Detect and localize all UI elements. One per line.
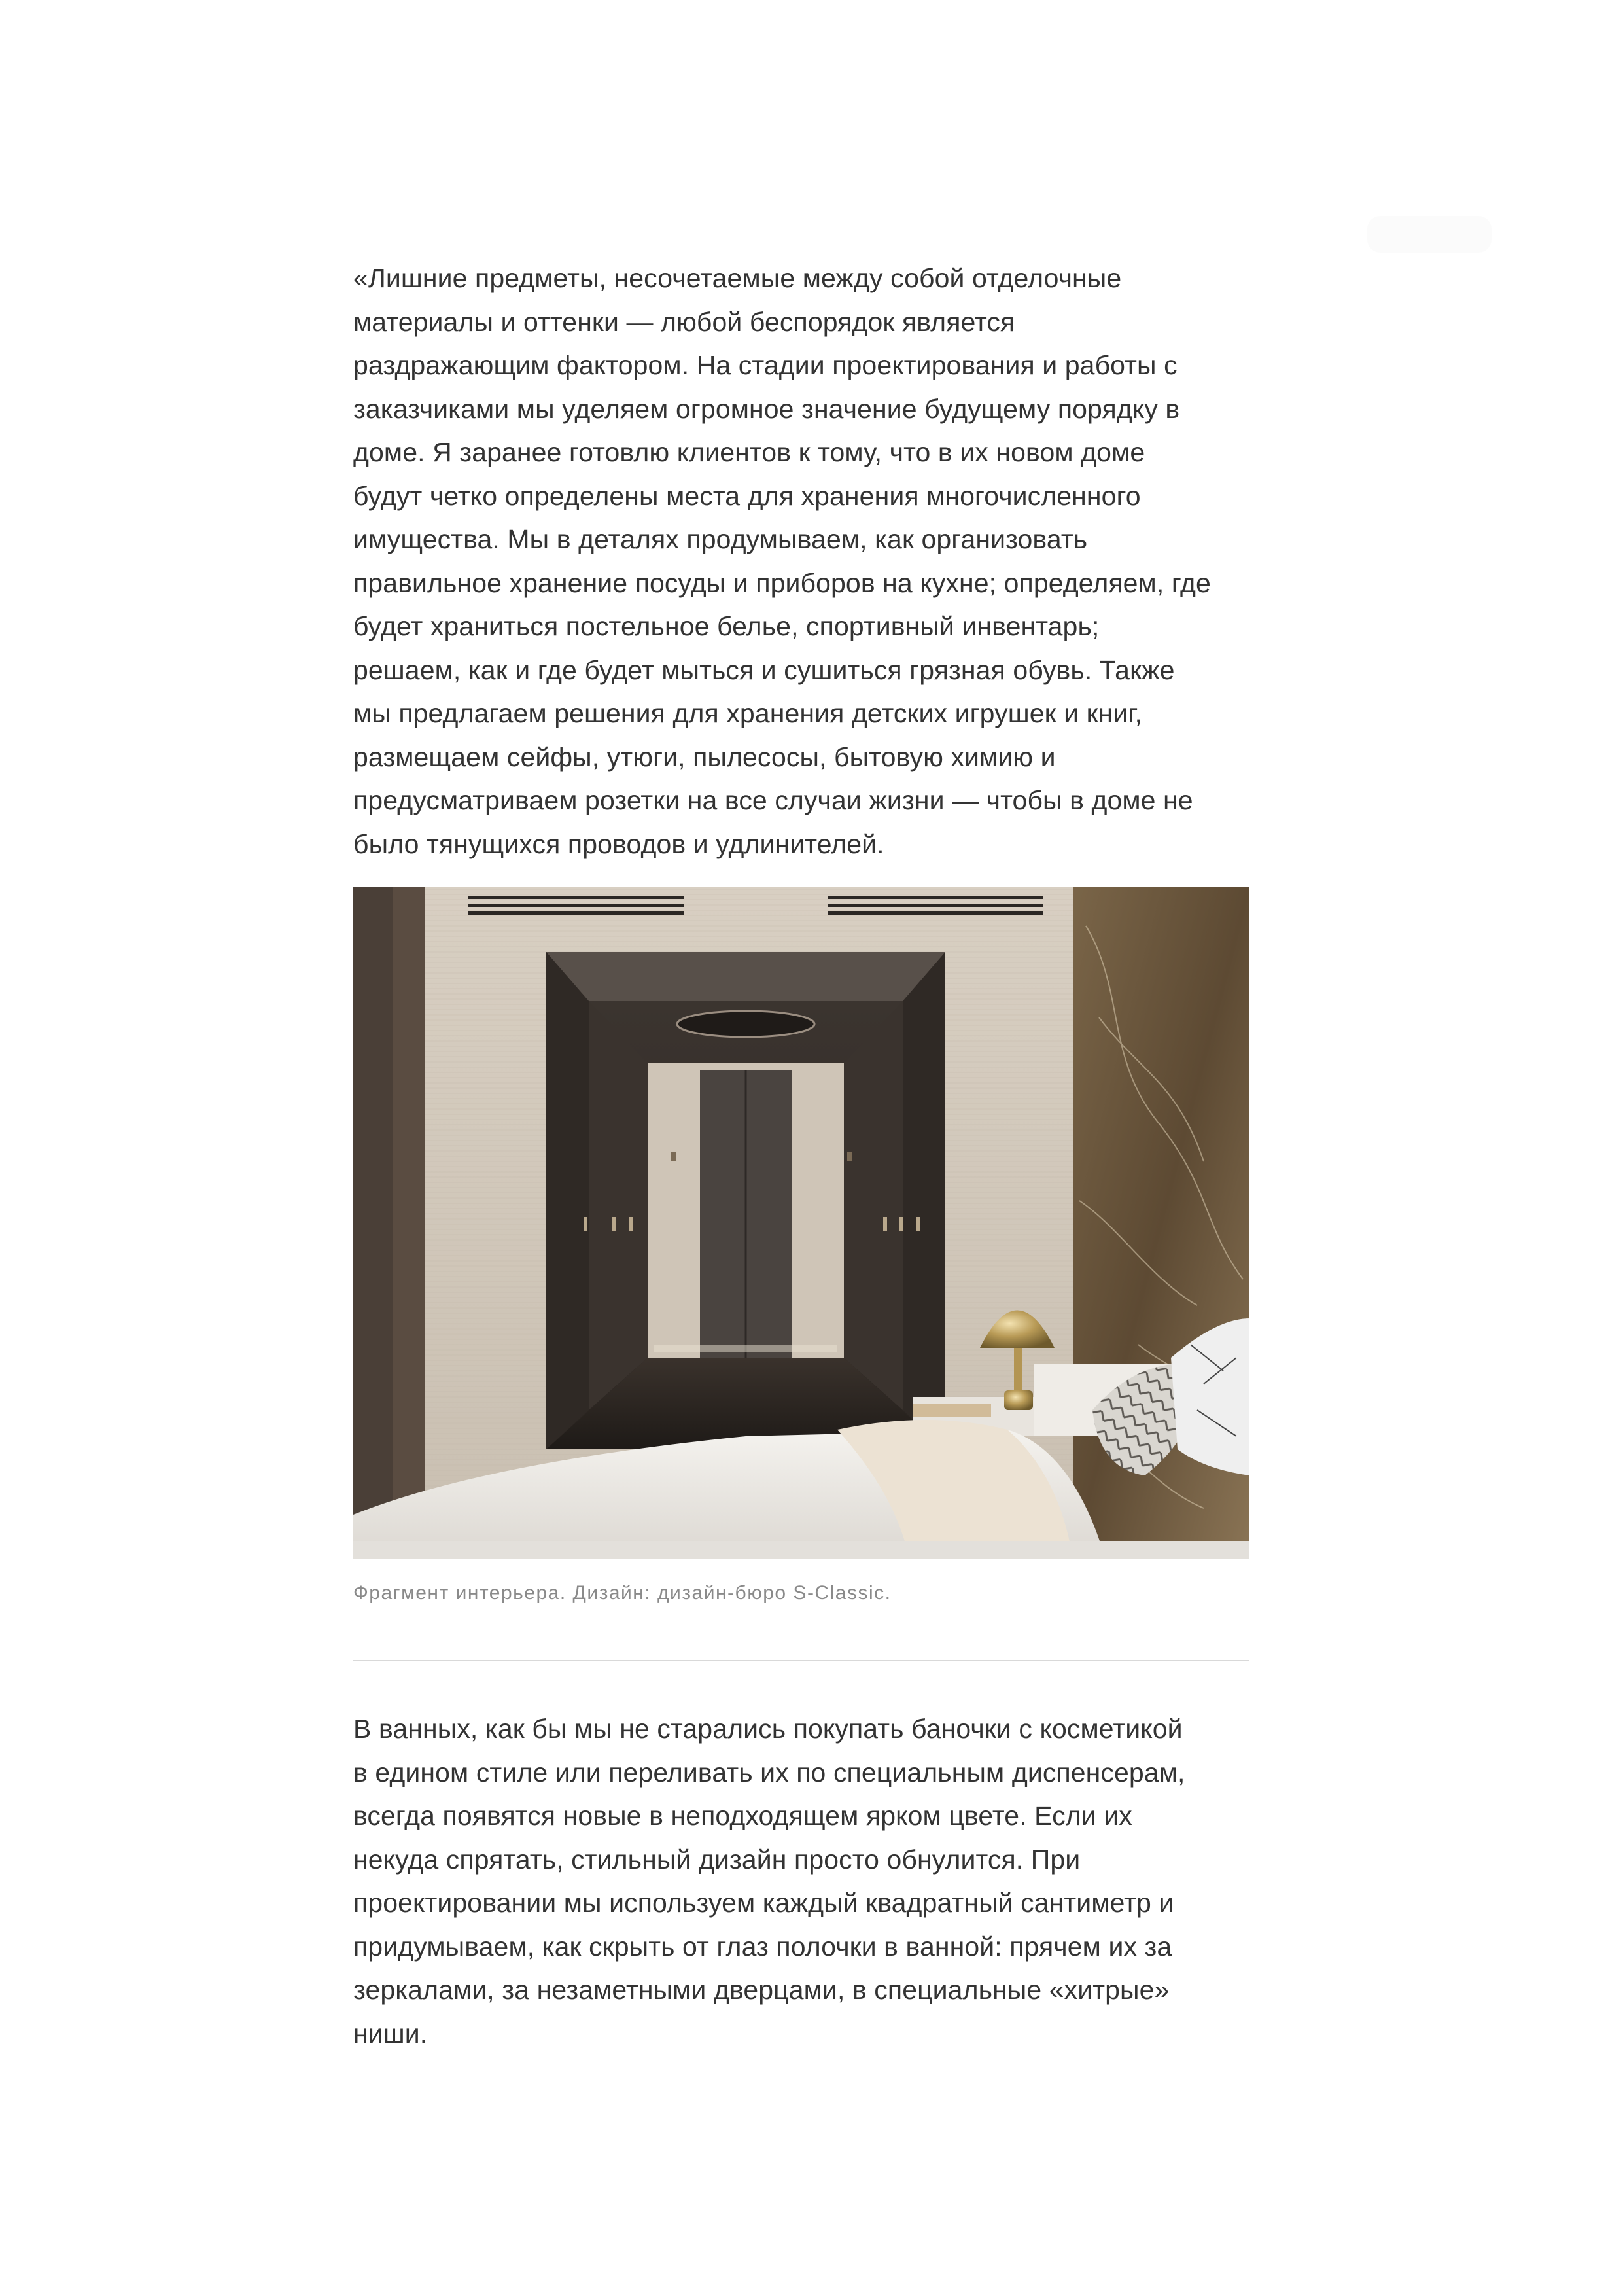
page-smudge — [1367, 216, 1492, 253]
text-line: правильное хранение посуды и приборов на кухне; определяем, где — [353, 567, 1211, 598]
text-line: раздражающим фактором. На стадии проектирования и работы с — [353, 350, 1178, 380]
text-line: размещаем сейфы, утюги, пылесосы, бытовую химию и — [353, 741, 1056, 772]
text-line: В ванных, как бы мы не старались покупать баночки с косметикой — [353, 1714, 1183, 1744]
text-line: решаем, как и где будет мыться и сушиться грязная обувь. Также — [353, 654, 1175, 685]
text-line: имущества. Мы в деталях продумываем, как организовать — [353, 524, 1088, 554]
text-line: всегда появятся новые в неподходящем ярком цвете. Если их — [353, 1801, 1132, 1831]
text-line: материалы и оттенки — любой беспорядок является — [353, 306, 1015, 337]
text-line: мы предлагаем решения для хранения детских игрушек и книг, — [353, 698, 1142, 728]
text-line: будут четко определены места для хранения многочисленного — [353, 480, 1141, 511]
text-line: придумываем, как скрыть от глаз полочки в ванной: прячем их за — [353, 1931, 1172, 1962]
text-line: было тянущихся проводов и удлинителей. — [353, 828, 884, 859]
text-line: будет храниться постельное белье, спортивный инвентарь; — [353, 611, 1100, 641]
article-paragraph-1 — [353, 256, 1249, 866]
article-paragraph-2 — [353, 1707, 1249, 2055]
text-line: предусматриваем розетки на все случаи жизни — чтобы в доме не — [353, 785, 1193, 815]
text-line: зеркалами, за незаметными дверцами, в специальные «хитрые» — [353, 1975, 1170, 2005]
photo-caption: Фрагмент интерьера. Дизайн: дизайн-бюро S-Classic. — [353, 1582, 892, 1604]
interior-photo — [353, 887, 1249, 1559]
section-divider — [353, 1660, 1249, 1661]
text-line: в едином стиле или переливать их по специальным диспенсерам, — [353, 1757, 1185, 1788]
text-line: ниши. — [353, 2018, 428, 2049]
text-line: проектировании мы используем каждый квадратный сантиметр и — [353, 1888, 1174, 1918]
text-line: некуда спрятать, стильный дизайн просто обнулится. При — [353, 1844, 1081, 1875]
text-line: доме. Я заранее готовлю клиентов к тому, что в их новом доме — [353, 437, 1145, 467]
text-line: заказчиками мы уделяем огромное значение будущему порядку в — [353, 393, 1180, 424]
text-line: «Лишние предметы, несочетаемые между собой отделочные — [353, 263, 1122, 293]
